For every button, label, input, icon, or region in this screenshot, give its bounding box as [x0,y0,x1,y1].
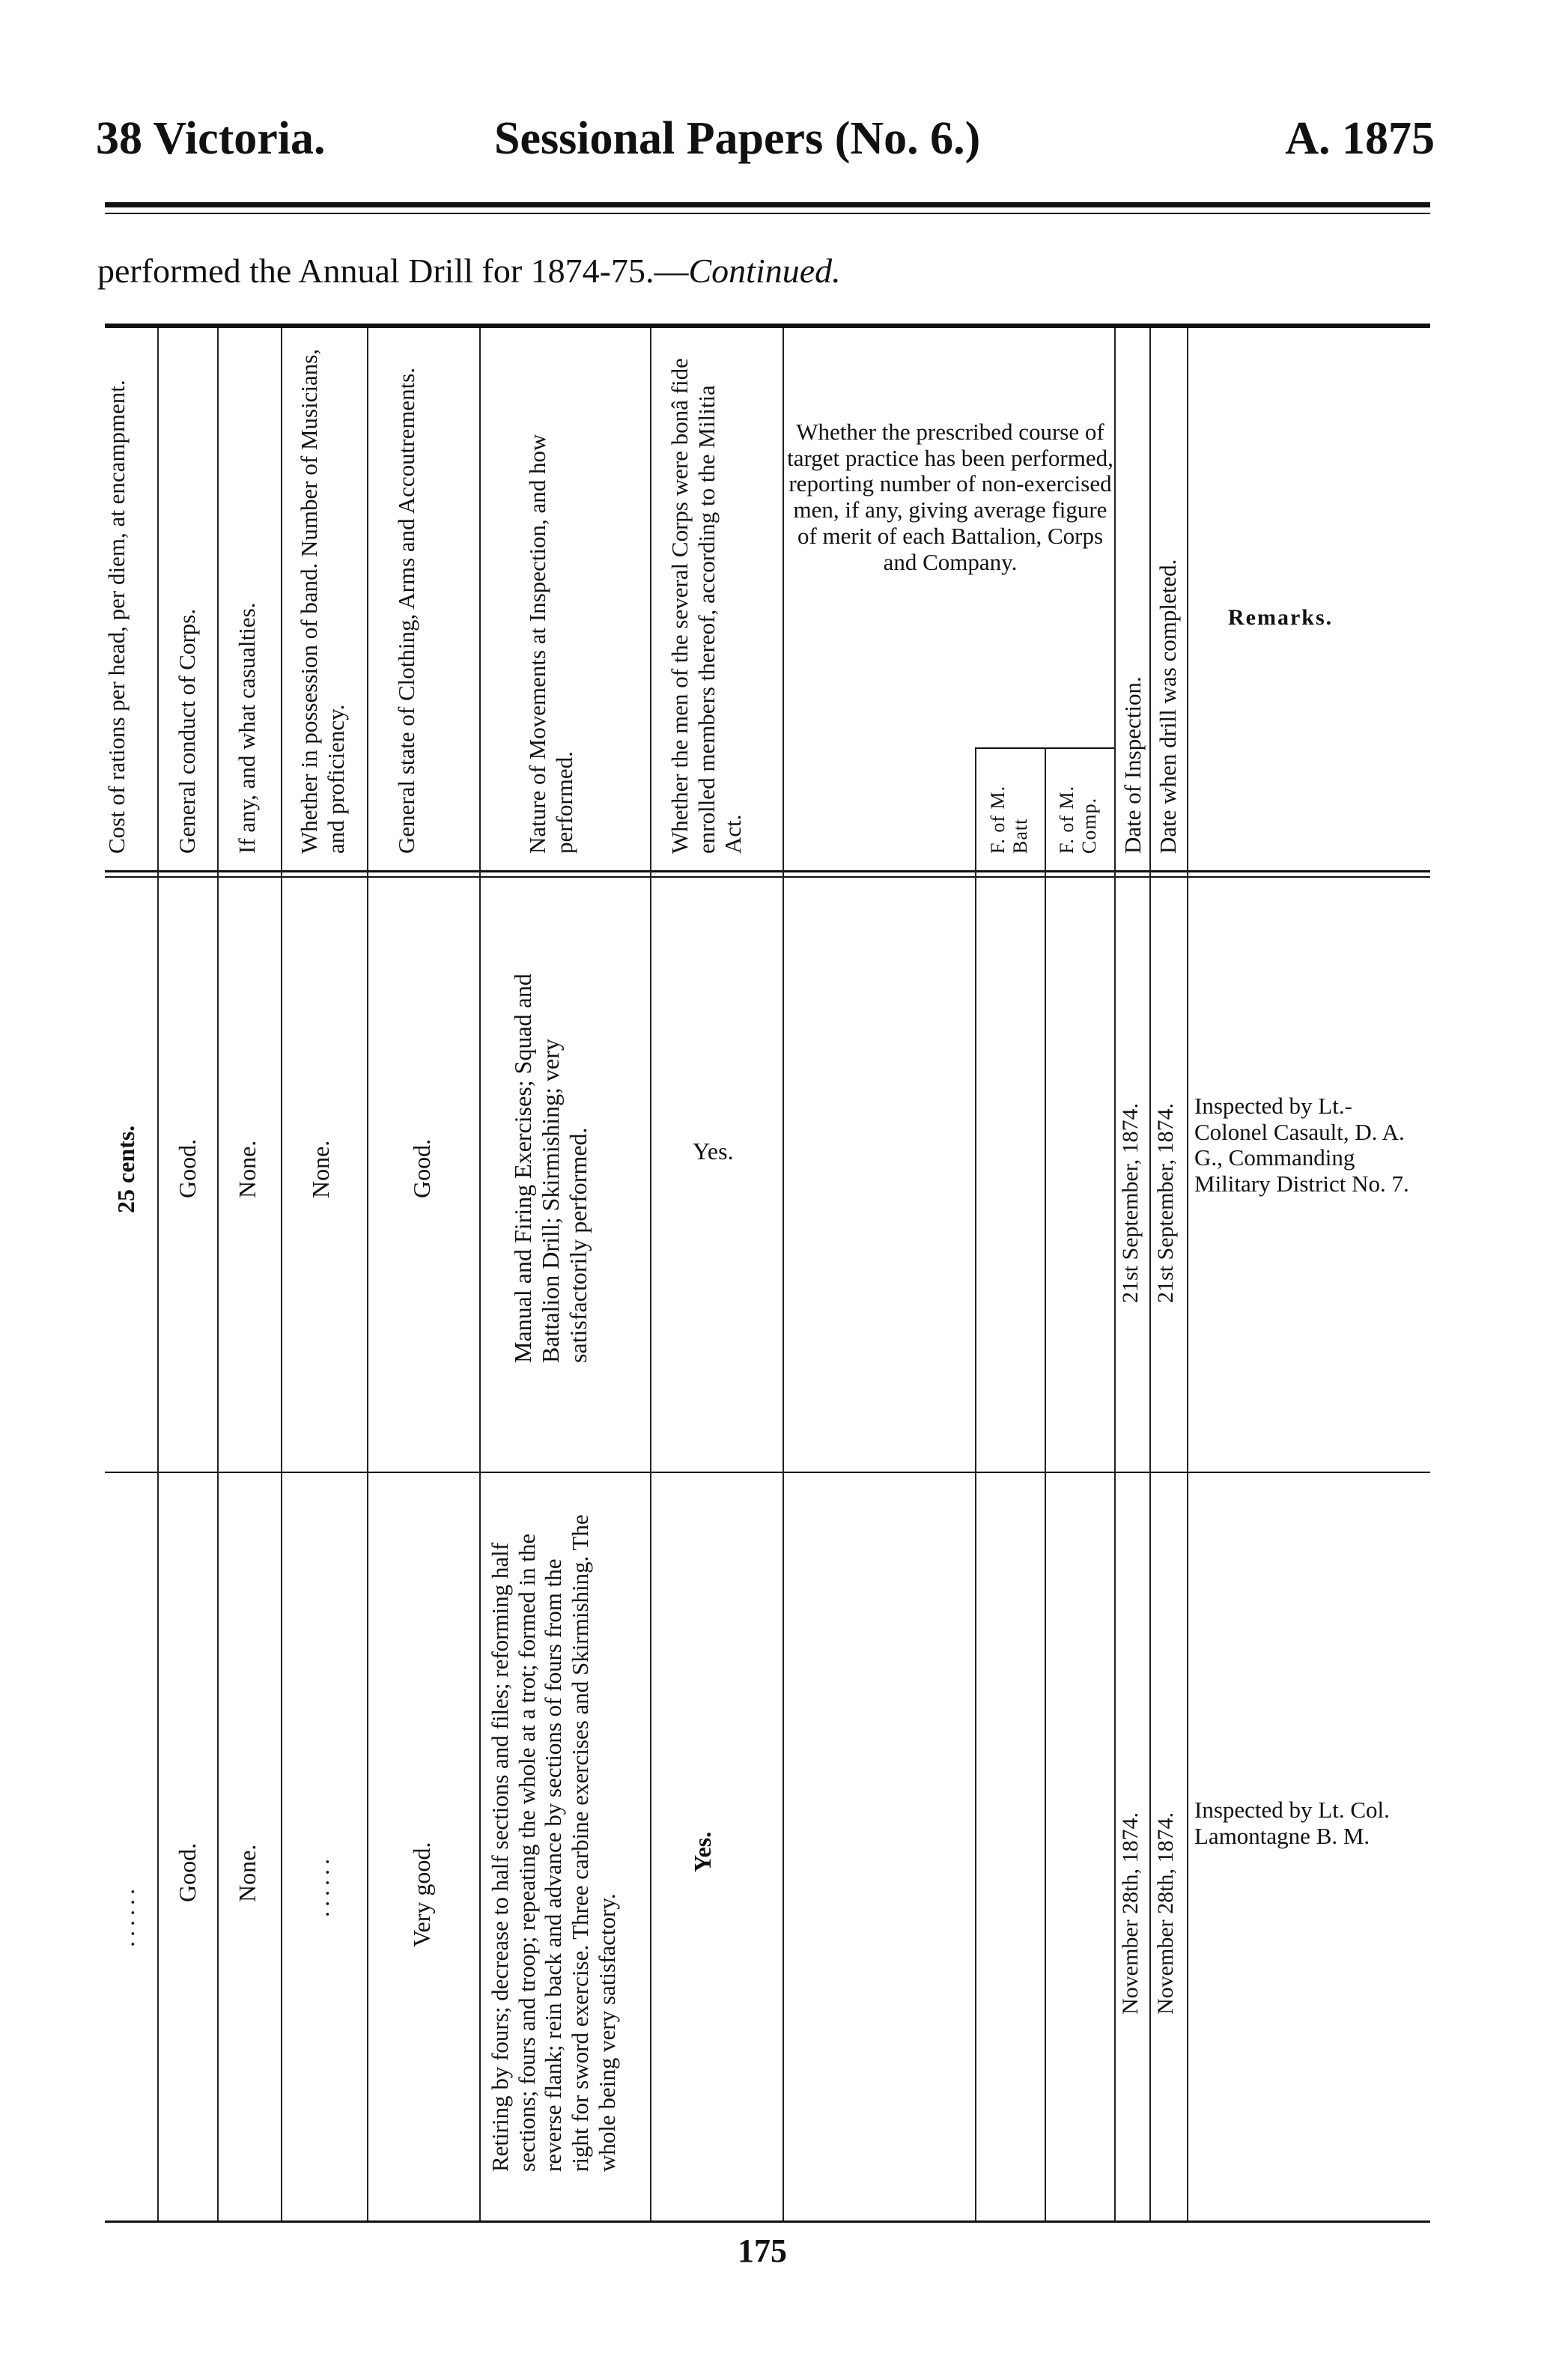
table-bottom-rule [105,2220,1430,2223]
col-rule [479,328,481,2220]
col-header-movements: Nature of Movements at Inspection, and how performed. [524,434,577,854]
col-rule [157,328,159,2220]
col-rule [1045,749,1046,2220]
col-header-fm-batt: F. of M. Batt [987,785,1031,854]
col-rule [367,328,368,2220]
row2-conduct: Good. [174,1842,201,1902]
row1-conduct: Good. [174,1138,201,1198]
row2-cost: ...... [112,1884,139,1947]
row2-enrolled: Yes. [689,1831,716,1872]
page-number: 175 [738,2232,787,2269]
col-header-drill-date: Date when drill was completed. [1155,559,1181,854]
row1-band: None. [307,1140,334,1198]
col-header-band: Whether in possession of band. Number of Musicians, and proficiency. [296,348,349,854]
row-divider [105,1472,1430,1473]
col-header-fm-comp: F. of M. Comp. [1056,785,1100,854]
row2-movements: Retiring by fours; decrease to half sections and files; reforming half sections; fours and troop; repeating the whole at a trot; formed in the reverse flank; rein back and advance by sections of fours from the right for sword exercise. Three carbine exercises and Skirmishing. The whole being very satisfactory. [487,1514,620,2172]
col-header-clothing: General state of Clothing, Arms and Accoutrements. [393,367,419,854]
row2-drill-date: November 28th, 1874. [1153,1812,1178,2015]
header-bottom-rule [105,870,1430,872]
row2-clothing: Very good. [408,1842,435,1947]
row1-clothing: Good. [408,1138,435,1198]
col-header-target: Whether the prescribed course of target practice has been performed, reporting number of non-exercised men, if any, giving average figure of merit of each Battalion, Corps and Company. [787,419,1113,575]
header-bottom-rule-2 [105,876,1430,878]
row1-inspection-date: 21st September, 1874. [1118,1102,1143,1303]
header-session: 38 Victoria. [96,113,326,164]
row1-drill-date: 21st September, 1874. [1153,1102,1178,1303]
row2-casualties: None. [234,1844,261,1902]
col-rule [650,328,651,2220]
row2-remarks: Inspected by Lt. Col. Lamontagne B. M. [1194,1797,1390,1849]
col-header-cost: Cost of rations per head, per diem, at encampment. [103,380,130,854]
col-header-casualties: If any, and what casualties. [234,602,260,854]
col-rule [1149,328,1151,2220]
col-header-remarks: Remarks. [1228,605,1334,630]
col-rule [975,749,976,2220]
table-top-rule [105,324,1430,328]
row1-movements: Manual and Firing Exercises; Squad and Battalion Drill; Skirmishing; very satisfactorily performed. [509,974,592,1363]
col-rule [1187,328,1188,2220]
subtitle-continued: Continued. [688,252,841,290]
row1-enrolled: Yes. [693,1138,734,1165]
row2-inspection-date: November 28th, 1874. [1118,1812,1143,2015]
header-year: A. 1875 [1285,113,1435,164]
row1-casualties: None. [234,1140,261,1198]
col-rule [217,328,219,2220]
row2-band: ...... [307,1854,334,1917]
col-header-inspection-date: Date of Inspection. [1119,676,1146,854]
col-rule [281,328,282,2220]
subtitle-text: performed the Annual Drill for 1874-75.— [97,252,689,290]
header-title: Sessional Papers (No. 6.) [494,113,981,164]
row1-remarks: Inspected by Lt.-Colonel Casault, D. A. G., Commanding Military District No. 7. [1194,1093,1409,1197]
col-rule [1114,328,1116,2220]
col-rule [782,328,784,2220]
col-header-conduct: General conduct of Corps. [174,608,200,854]
col-header-enrolled: Whether the men of the several Corps were bonâ fide enrolled members thereof, according to the Militia Act. [666,358,747,854]
fm-subheader-rule [975,747,1114,749]
row1-cost: 25 cents. [112,1125,139,1213]
